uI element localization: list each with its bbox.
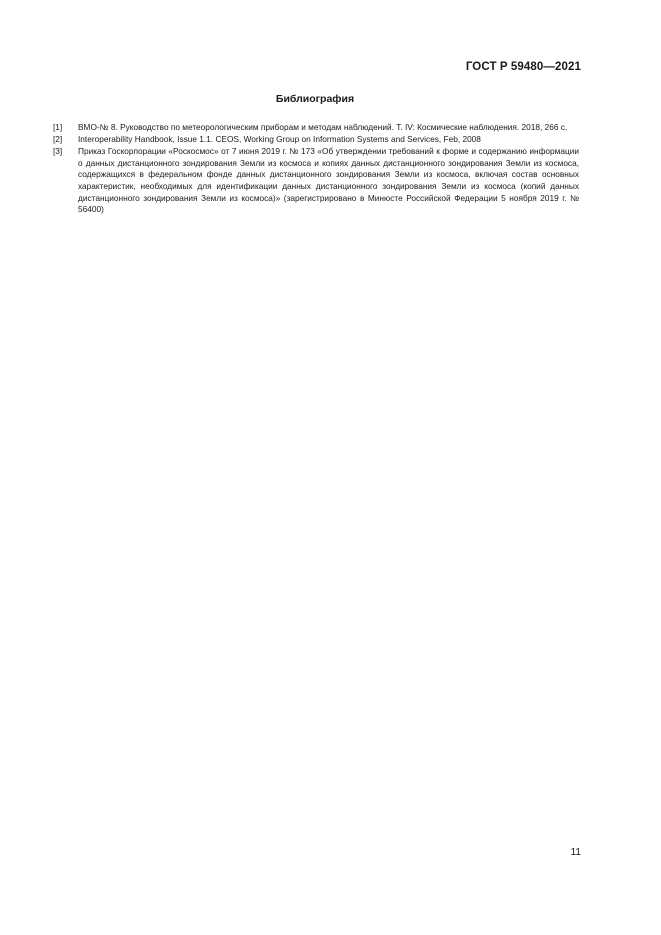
document-code: ГОСТ Р 59480—2021 (465, 61, 581, 73)
page-number: 11 (570, 847, 581, 858)
bibliography-entry-text: ВМО-№ 8. Руководство по метеорологическим приборам и методам наблюдений. Т. IV: Космические наблюдения. 2018, 266 с. (78, 122, 568, 132)
bibliography-entry (53, 146, 579, 216)
bibliography-entry-number: [1] (53, 122, 63, 132)
bibliography-list (53, 122, 579, 216)
bibliography-entry-number: [3] (53, 146, 63, 157)
bibliography-entry-text: Приказ Госкорпорации «Роскосмос» от 7 июня 2019 г. № 173 «Об утверждении требований к форме и содержанию информации о данных дистанционного зондирования Земли из космоса и копиях данных дистанционного зондирования Земли из космоса, содержащихся в федеральном фонде данных дистанционного зондирования Земли из космоса, включая состав основных характеристик, необходимых для идентификации данных дистанционного зондирования Земли из космоса (копий данных дистанционного зондирования Земли из космоса)» (зарегистрировано в Минюсте Российской Федерации 5 ноября 2019 г. № 56400) (78, 146, 579, 215)
bibliography-entry-number: [2] (53, 134, 63, 145)
bibliography-entry (53, 134, 579, 146)
section-title: Библиография (275, 93, 355, 105)
bibliography-entry (53, 122, 579, 134)
bibliography-entry-text: Interoperability Handbook, Issue 1.1. CEOS, Working Group on Information Systems and Services, Feb, 2008 (78, 134, 481, 145)
